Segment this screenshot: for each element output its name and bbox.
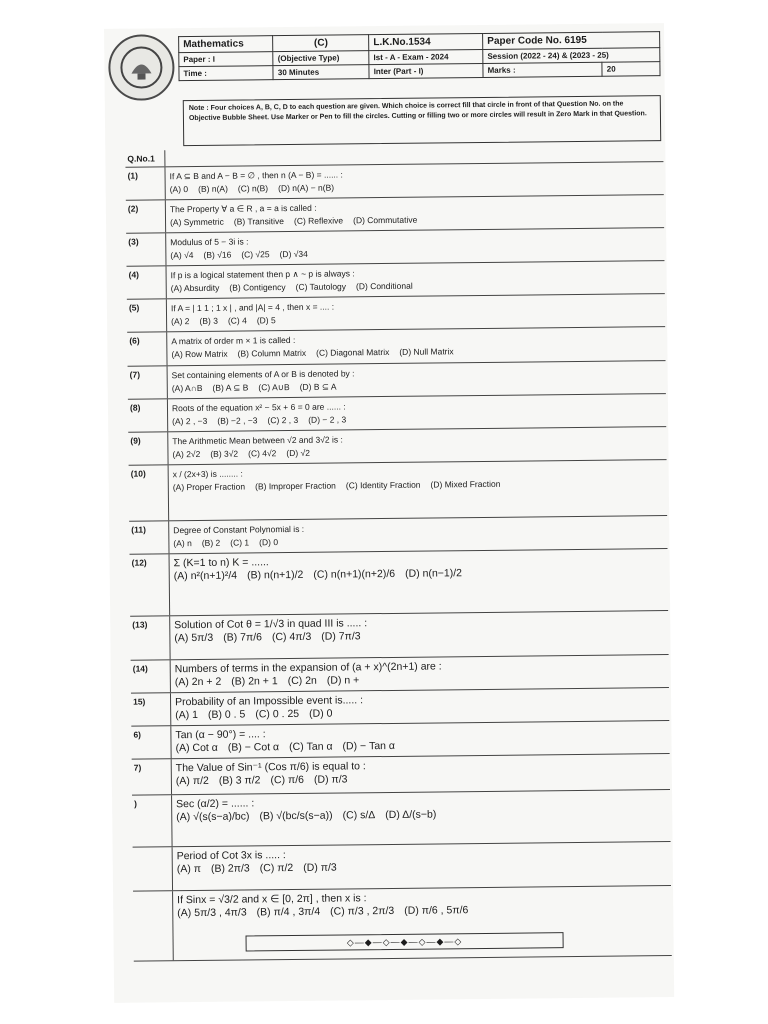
option[interactable]: (C) 2 , 3 <box>267 414 299 426</box>
option[interactable]: (D) Commutative <box>353 214 418 226</box>
question-row <box>130 549 669 617</box>
question-text: The Arithmetic Mean between √2 and 3√2 is : <box>172 434 343 447</box>
option[interactable]: (A) 5π/3 , 4π/3 <box>177 906 247 920</box>
option[interactable]: (A) Proper Fraction <box>172 481 246 493</box>
option[interactable]: (A) 2 , −3 <box>172 415 208 427</box>
option[interactable]: (B) √16 <box>203 249 232 260</box>
option[interactable]: (B) −2 , −3 <box>217 415 258 426</box>
header-table <box>178 31 660 81</box>
option[interactable]: (B) Contigency <box>229 282 286 293</box>
option[interactable]: (D) 0 <box>259 537 279 548</box>
option[interactable]: (D) Null Matrix <box>399 346 454 357</box>
option[interactable]: (D) Mixed Fraction <box>430 478 501 490</box>
option[interactable]: (A) 1 <box>175 708 199 722</box>
question-text: Modulus of 5 − 3i is : <box>170 236 249 248</box>
option[interactable]: (C) 4π/3 <box>271 630 312 644</box>
option[interactable]: (C) n(B) <box>237 183 269 194</box>
option[interactable]: (D) π/6 , 5π/6 <box>404 904 469 917</box>
option[interactable]: (A) A∩B <box>171 382 203 394</box>
question-row <box>129 460 668 522</box>
question-number: (14) <box>131 660 171 692</box>
qno-label: Q.No.1 <box>125 150 165 166</box>
question-number: (7) <box>128 366 168 398</box>
question-text: Tan (α − 90°) = .... : <box>175 728 266 742</box>
question-number: (13) <box>130 616 170 659</box>
option[interactable]: (B) 7π/6 <box>223 631 262 644</box>
question-number: 7) <box>132 759 172 794</box>
option[interactable]: (C) 2n <box>287 674 317 688</box>
option[interactable]: (C) A∪B <box>258 382 290 393</box>
question-text: Numbers of terms in the expansion of (a + x)^(2n+1) are : <box>174 660 442 676</box>
question-text: Set containing elements of A or B is denoted by : <box>171 368 355 381</box>
option[interactable]: (C) Tan α <box>289 740 333 754</box>
option[interactable]: (A) 2√2 <box>172 448 201 460</box>
option[interactable]: (A) 5π/3 <box>174 631 214 645</box>
option[interactable]: (A) π/2 <box>175 774 209 788</box>
question-text: A matrix of order m × 1 is called : <box>171 334 296 347</box>
option[interactable]: (C) 0 . 25 <box>255 707 300 721</box>
session: Session (2022 - 24) & (2023 - 25) <box>483 48 660 64</box>
option[interactable]: (D) Conditional <box>355 280 413 292</box>
option[interactable]: (B) 2 <box>201 537 221 548</box>
question-number: (6) <box>127 332 167 365</box>
option[interactable]: (B) 3√2 <box>210 448 239 459</box>
question-number: (10) <box>129 465 170 520</box>
option[interactable]: (D) π/3 <box>313 773 348 786</box>
option[interactable]: (D) n(A) − n(B) <box>278 182 335 194</box>
option[interactable]: (A) 2n + 2 <box>174 675 222 689</box>
option[interactable]: (D) 7π/3 <box>321 630 361 643</box>
option[interactable]: (C) π/6 <box>270 773 305 787</box>
option[interactable]: (D) − Tan α <box>342 739 396 753</box>
option[interactable]: (B) n(n+1)/2 <box>246 568 304 582</box>
option[interactable]: (D) √2 <box>286 447 310 459</box>
question-number: (2) <box>126 200 166 232</box>
question-row <box>131 721 669 760</box>
question-text: If Sinx = √3/2 and x ∈ [0, 2π] , then x is : <box>177 892 367 907</box>
option[interactable]: (A) Row Matrix <box>171 348 228 360</box>
option[interactable]: (D) 5 <box>256 315 276 326</box>
question-text: The Value of Sin⁻¹ (Cos π/6) is equal to : <box>175 760 366 775</box>
option[interactable]: (C) s/Δ <box>342 809 376 822</box>
question-row <box>133 886 672 962</box>
option[interactable]: (B) − Cot α <box>227 741 280 754</box>
question-number: ) <box>132 795 173 846</box>
option[interactable]: (A) n <box>173 538 192 549</box>
question-text: Sec (α/2) = ...... : <box>176 797 255 811</box>
option[interactable]: (A) √(s(s−a)/bc) <box>176 810 250 824</box>
option[interactable]: (A) Absurdity <box>170 282 220 294</box>
footer-ornament: ◇—◆—◇—◆—◇—◆—◇ <box>246 932 564 951</box>
paper-code: Paper Code No. 6195 <box>483 32 660 50</box>
question-number: (9) <box>128 432 168 464</box>
option[interactable]: (C) Diagonal Matrix <box>316 346 390 358</box>
question-number: (1) <box>125 167 165 199</box>
question-text: Probability of an Impossible event is..... : <box>175 694 364 709</box>
group: (C) <box>273 35 369 52</box>
question-row <box>127 327 665 367</box>
option[interactable]: (B) A ⊆ B <box>212 382 249 393</box>
option[interactable]: (B) 2n + 1 <box>231 675 278 688</box>
question-row <box>130 611 668 661</box>
objective: (Objective Type) <box>273 51 369 66</box>
option[interactable]: (B) 0 . 5 <box>207 708 246 721</box>
option[interactable]: (D) B ⊆ A <box>299 381 337 392</box>
exam-name: Ist - A - Exam - 2024 <box>369 49 483 64</box>
option[interactable]: (C) Tautology <box>295 281 347 292</box>
question-number <box>133 891 174 960</box>
question-number: (5) <box>127 299 167 331</box>
option[interactable]: (C) Identity Fraction <box>345 479 421 491</box>
exam-paper <box>104 23 674 1003</box>
question-row <box>129 516 667 555</box>
option[interactable]: (A) √4 <box>170 250 194 261</box>
option[interactable]: (B) Column Matrix <box>237 347 307 359</box>
option[interactable]: (C) √25 <box>241 249 270 260</box>
option[interactable]: (B) 2π/3 <box>210 862 250 875</box>
option[interactable]: (C) π/2 <box>259 861 294 875</box>
option[interactable]: (C) n(n+1)(n+2)/6 <box>313 567 396 581</box>
question-row <box>133 842 671 892</box>
option[interactable]: (B) n(A) <box>198 183 228 194</box>
option[interactable]: (B) 3 <box>199 315 218 326</box>
option[interactable]: (B) π/4 , 3π/4 <box>256 905 321 919</box>
option[interactable]: (D) √34 <box>279 248 308 260</box>
question-number: (8) <box>128 399 168 431</box>
option[interactable]: (C) Reflexive <box>293 215 344 226</box>
question-text: Σ (K=1 to n) K = ...... <box>173 556 269 570</box>
option[interactable]: (A) 2 <box>171 316 190 327</box>
instructions-note: Note : Four choices A, B, C, D to each question are given. Which choice is correct fill that circle in front of that Question No. on the Objective Bubble Sheet. Use Marker or Pen to fill the circles. Cutting or filling two or more circles will result in Zero Mark in that Question. <box>183 95 661 146</box>
option[interactable]: (A) Cot α <box>175 741 218 755</box>
option[interactable]: (D) π/3 <box>303 861 337 874</box>
paper-label: Paper : <box>183 54 211 65</box>
question-number: (4) <box>127 266 167 298</box>
question-text: Period of Cot 3x is ..... : <box>176 849 286 863</box>
option[interactable]: (D) n + <box>326 674 360 687</box>
marks-value: 20 <box>602 62 660 77</box>
option[interactable]: (C) 1 <box>230 537 250 548</box>
question-text: If A ⊆ B and A − B = ∅ , then n (A − B) = ...... : <box>169 169 343 182</box>
option[interactable]: (A) 0 <box>169 184 189 195</box>
question-number: (3) <box>126 233 166 265</box>
paper-value: I <box>212 54 215 64</box>
option[interactable]: (C) 4 <box>227 315 247 326</box>
question-row <box>125 162 663 201</box>
option[interactable]: (C) 4√2 <box>248 448 277 459</box>
question-text: If p is a logical statement then p ∧ ~ p is always : <box>170 268 355 281</box>
option[interactable]: (B) Transitive <box>233 216 285 227</box>
question-row <box>132 790 671 848</box>
board-logo <box>108 34 175 101</box>
question-row <box>132 754 670 796</box>
option[interactable]: (A) Symmetric <box>169 216 224 228</box>
question-number <box>133 847 173 890</box>
option[interactable]: (A) n²(n+1)²/4 <box>173 569 238 583</box>
lk-no: L.K.No.1534 <box>369 33 483 50</box>
question-row <box>128 427 666 466</box>
option[interactable]: (A) π <box>176 862 202 876</box>
subject: Mathematics <box>179 36 274 53</box>
marks-label: Marks : <box>483 62 602 77</box>
option[interactable]: (B) 3 π/2 <box>218 774 261 787</box>
question-row <box>127 294 665 333</box>
question-text: If A = | 1 1 ; 1 x | , and |A| = 4 , then x = .... : <box>170 301 335 314</box>
option[interactable]: (B) Improper Fraction <box>255 480 336 492</box>
option[interactable]: (D) − 2 , 3 <box>308 414 347 425</box>
option[interactable]: (D) 0 <box>309 707 333 720</box>
question-text: Degree of Constant Polynomial is : <box>173 523 305 536</box>
question-text: The Property ∀ a ∈ R , a = a is called : <box>169 202 317 215</box>
question-text: Roots of the equation x² − 5x + 6 = 0 are ...... : <box>171 401 346 414</box>
question-number: 6) <box>131 726 171 758</box>
option[interactable]: (D) n(n−1)/2 <box>405 567 463 580</box>
time-value: 30 Minutes <box>273 65 369 80</box>
seal-icon <box>117 43 166 92</box>
option[interactable]: (B) √(bc/s(s−a)) <box>259 809 333 823</box>
question-row <box>126 195 664 234</box>
question-text: x / (2x+3) is ........ : <box>172 468 243 480</box>
option[interactable]: (C) π/3 , 2π/3 <box>330 904 395 918</box>
question-row <box>131 688 669 727</box>
question-row <box>128 394 666 433</box>
question-number: (11) <box>129 521 169 553</box>
questions-table <box>125 145 671 962</box>
time-label: Time : <box>179 66 274 81</box>
question-row <box>127 261 665 300</box>
inter: Inter (Part - I) <box>369 63 483 78</box>
option[interactable]: (D) Δ/(s−b) <box>385 808 437 822</box>
question-text: Solution of Cot θ = 1/√3 in quad III is ..... : <box>174 617 368 632</box>
question-number: (12) <box>130 554 171 615</box>
question-number: 15) <box>131 693 171 725</box>
question-row <box>126 228 664 267</box>
